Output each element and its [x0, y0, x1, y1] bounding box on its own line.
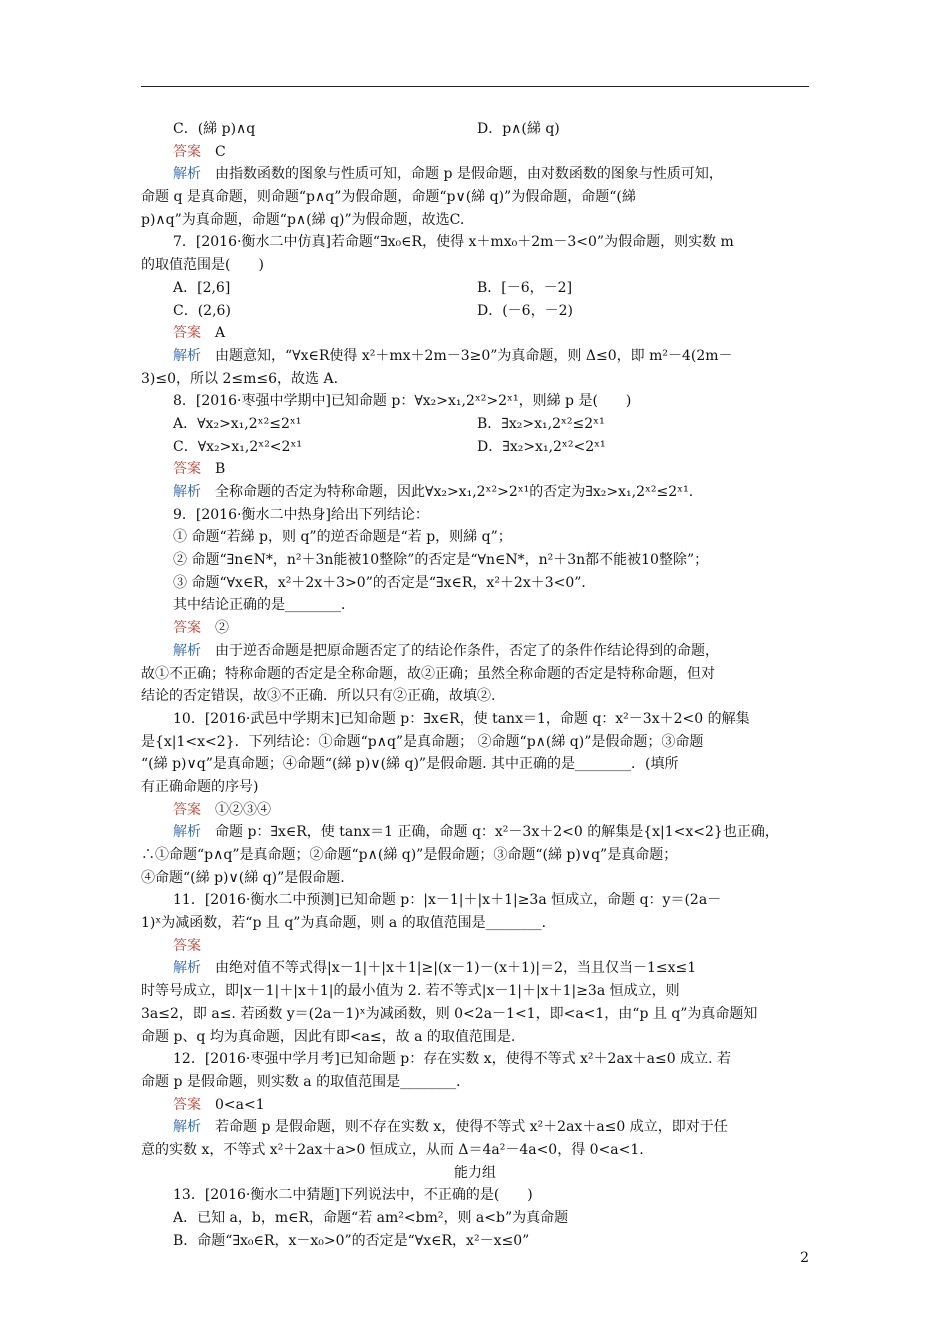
analysis-label: 解析 — [173, 166, 201, 183]
q8-option-b: B．∃x₂>x₁,2ˣ²≤2ˣ¹ — [477, 415, 605, 432]
q6-options-cd — [141, 118, 809, 141]
q6-answer-value: C — [215, 143, 226, 160]
q9-answer-value: ② — [215, 620, 229, 637]
q6-analysis-line-2: 命题 q 是真命题，则命题“p∧q”为假命题，命题“p∨(綈 q)”为假命题，命题“(綈 — [141, 189, 636, 206]
q13-option-b: B．命题“∃x₀∈R，x－x₀>0”的否定是“∀x∈R，x²－x≤0” — [173, 1232, 530, 1249]
q11-analysis-line-2: 时等号成立，即|x－1|＋|x＋1|的最小值为 2. 若不等式|x－1|＋|x＋1|≥3a 恒成立，则 — [141, 983, 680, 1000]
q8-options-cd — [141, 436, 809, 459]
header-rule — [141, 86, 809, 87]
q7-stem-line-1: 7．[2016·衡水二中仿真]若命题“∃x₀∈R，使得 x＋mx₀＋2m－3<0”为假命题，则实数 m — [173, 234, 734, 251]
analysis-label: 解析 — [173, 960, 201, 977]
q11-analysis-line-4: 命题 p、q 均为真命题，因此有即<a≤，故 a 的取值范围是. — [141, 1028, 516, 1045]
analysis-text: 全称命题的否定为特称命题，因此∀x₂>x₁,2ˣ²>2ˣ¹的否定为∃x₂>x₁,2ˣ²≤2ˣ¹. — [215, 484, 694, 500]
analysis-text: 由指数函数的图象与性质可知，命题 p 是假命题，由对数函数的图象与性质可知， — [215, 166, 723, 183]
q9-analysis-line-1 — [141, 640, 809, 663]
q10-analysis-line-3: ④命题“(綈 p)∨(綈 q)”是假命题. — [141, 869, 345, 886]
q12-answer — [141, 1094, 809, 1117]
q7-answer-value: A — [215, 325, 226, 342]
analysis-text: 命题 p：∃x∈R，使 tanx＝1 正确，命题 q：x²－3x＋2<0 的解集是{x|1<x<2}也正确， — [215, 824, 779, 841]
q7-option-d: D．(－6，－2) — [477, 302, 573, 319]
q7-option-b: B．[－6，－2] — [477, 279, 573, 296]
q6-option-c: C．(綈 p)∧q — [173, 121, 256, 137]
q10-analysis-line-1 — [141, 821, 809, 844]
q6-analysis-line-1 — [141, 163, 809, 186]
analysis-label: 解析 — [173, 824, 201, 841]
answer-label: 答案 — [173, 461, 201, 478]
q7-options-ab — [141, 277, 809, 300]
q8-option-c: C．∀x₂>x₁,2ˣ²<2ˣ¹ — [173, 438, 302, 455]
q12-answer-value: 0<a<1 — [215, 1096, 265, 1113]
q11-answer — [141, 935, 809, 958]
q7-stem-line-2: 的取值范围是( ) — [141, 257, 264, 274]
analysis-text: 由题意知，“∀x∈R使得 x²＋mx＋2m－3≥0”为真命题，则 Δ≤0，即 m²－4(2m－ — [215, 347, 733, 364]
q8-answer-value: B — [215, 461, 226, 478]
q6-answer — [141, 141, 809, 164]
q12-analysis-line-2: 意的实数 x，不等式 x²＋2ax＋a>0 恒成立，从而 Δ＝4a²－4a<0，得 0<a<1. — [141, 1141, 644, 1158]
page-number: 2 — [800, 1250, 809, 1266]
analysis-label: 解析 — [173, 347, 201, 364]
q9-answer — [141, 617, 809, 640]
q6-analysis-line-3: p)∧q”为真命题，命题“p∧(綈 q)”为假命题，故选C. — [141, 211, 465, 228]
q8-analysis — [141, 481, 809, 504]
q7-analysis-line-1 — [141, 345, 809, 368]
analysis-label: 解析 — [173, 1119, 201, 1136]
q11-analysis-line-1 — [141, 957, 809, 980]
q7-answer — [141, 322, 809, 345]
answer-label: 答案 — [173, 620, 201, 637]
q8-options-ab — [141, 413, 809, 436]
answer-label: 答案 — [173, 937, 201, 954]
q8-stem: 8．[2016·枣强中学期中]已知命题 p：∀x₂>x₁,2ˣ²>2ˣ¹，则綈 p 是( ) — [173, 393, 632, 410]
analysis-text: 由于逆否命题是把原命题否定了的结论作条件，否定了的条件作结论得到的命题， — [215, 642, 719, 659]
q7-option-a: A．[2,6] — [173, 279, 231, 296]
q10-stem-line-3: “(綈 p)∨q”是真命题；④命题“(綈 p)∨(綈 q)”是假命题. 其中正确的是________．(填所 — [141, 756, 679, 773]
q8-answer — [141, 458, 809, 481]
q9-stem-line-4: ③ 命题“∀x∈R，x²＋2x＋3>0”的否定是“∃x∈R，x²＋2x＋3<0”． — [173, 574, 596, 591]
q10-answer-value: ①②③④ — [215, 801, 271, 818]
q9-stem-line-1: 9．[2016·衡水二中热身]给出下列结论： — [173, 506, 429, 523]
q13-stem: 13．[2016·衡水二中猜题]下列说法中，不正确的是( ) — [173, 1187, 533, 1204]
document-body — [141, 118, 809, 1252]
q7-analysis-line-2: 3)≤0，所以 2≤m≤6，故选 A. — [141, 370, 339, 387]
q9-analysis-line-2: 故①不正确；特称命题的否定是全称命题，故②正确；虽然全称命题的否定是特称命题，但对 — [141, 665, 715, 682]
q6-option-d: D．p∧(綈 q) — [477, 121, 560, 137]
q10-stem-line-4: 有正确命题的序号) — [141, 778, 259, 795]
q9-stem-line-3: ② 命题“∃n∈N*，n²＋3n能被10整除”的否定是“∀n∈N*，n²＋3n都不能被10整除”； — [173, 552, 709, 569]
q7-options-cd — [141, 300, 809, 323]
q11-stem-line-2: 1)ˣ为减函数，若“p 且 q”为真命题，则 a 的取值范围是________． — [141, 915, 556, 932]
q8-option-a: A．∀x₂>x₁,2ˣ²≤2ˣ¹ — [173, 415, 302, 432]
q9-stem-line-2: ① 命题“若綈 p，则 q”的逆否命题是“若 p，则綈 q”； — [173, 529, 512, 546]
q7-option-c: C．(2,6) — [173, 302, 231, 319]
answer-label: 答案 — [173, 1096, 201, 1113]
q9-stem-line-5: 其中结论正确的是________． — [173, 597, 355, 614]
q13-option-a: A．已知 a，b，m∈R，命题“若 am²<bm²，则 a<b”为真命题 — [173, 1210, 569, 1226]
analysis-text: 若命题 p 是假命题，则不存在实数 x，使得不等式 x²＋2ax＋a≤0 成立，即对于任 — [215, 1119, 728, 1136]
analysis-label: 解析 — [173, 484, 201, 500]
q10-analysis-line-2: ∴①命题“p∧q”是真命题；②命题“p∧(綈 q)”是假命题；③命题“(綈 p)∨q”是真命题； — [141, 847, 678, 863]
q10-stem-line-2: 是{x|1<x<2}．下列结论：①命题“p∧q”是真命题； ②命题“p∧(綈 q)”是假命题；③命题 — [141, 733, 704, 750]
q8-option-d: D．∃x₂>x₁,2ˣ²<2ˣ¹ — [477, 438, 606, 455]
analysis-label: 解析 — [173, 642, 201, 659]
q11-stem-line-1: 11．[2016·衡水二中预测]已知命题 p：|x－1|＋|x＋1|≥3a 恒成立，命题 q：y＝(2a－ — [173, 892, 722, 909]
q11-analysis-line-3: 3a≤2，即 a≤. 若函数 y＝(2a－1)ˣ为减函数，则 0<2a－1<1，即<a<1，由“p 且 q”为真命题知 — [141, 1005, 758, 1022]
answer-label: 答案 — [173, 143, 201, 160]
answer-label: 答案 — [173, 801, 201, 818]
q10-stem-line-1: 10．[2016·武邑中学期末]已知命题 p：∃x∈R，使 tanx＝1，命题 q：x²－3x＋2<0 的解集 — [173, 710, 750, 727]
q9-analysis-line-3: 结论的否定错误，故③不正确．所以只有②正确，故填②. — [141, 688, 496, 705]
q10-answer — [141, 799, 809, 822]
q12-stem-line-2: 命题 p 是假命题，则实数 a 的取值范围是________． — [141, 1073, 471, 1090]
q12-analysis-line-1 — [141, 1116, 809, 1139]
analysis-text: 由绝对值不等式得|x－1|＋|x＋1|≥|(x－1)－(x＋1)|＝2，当且仅当－1≤x≤1 — [215, 960, 697, 977]
section-title: 能力组 — [454, 1164, 496, 1181]
answer-label: 答案 — [173, 325, 201, 342]
q12-stem-line-1: 12．[2016·枣强中学月考]已知命题 p：存在实数 x，使得不等式 x²＋2ax＋a≤0 成立. 若 — [173, 1051, 732, 1068]
